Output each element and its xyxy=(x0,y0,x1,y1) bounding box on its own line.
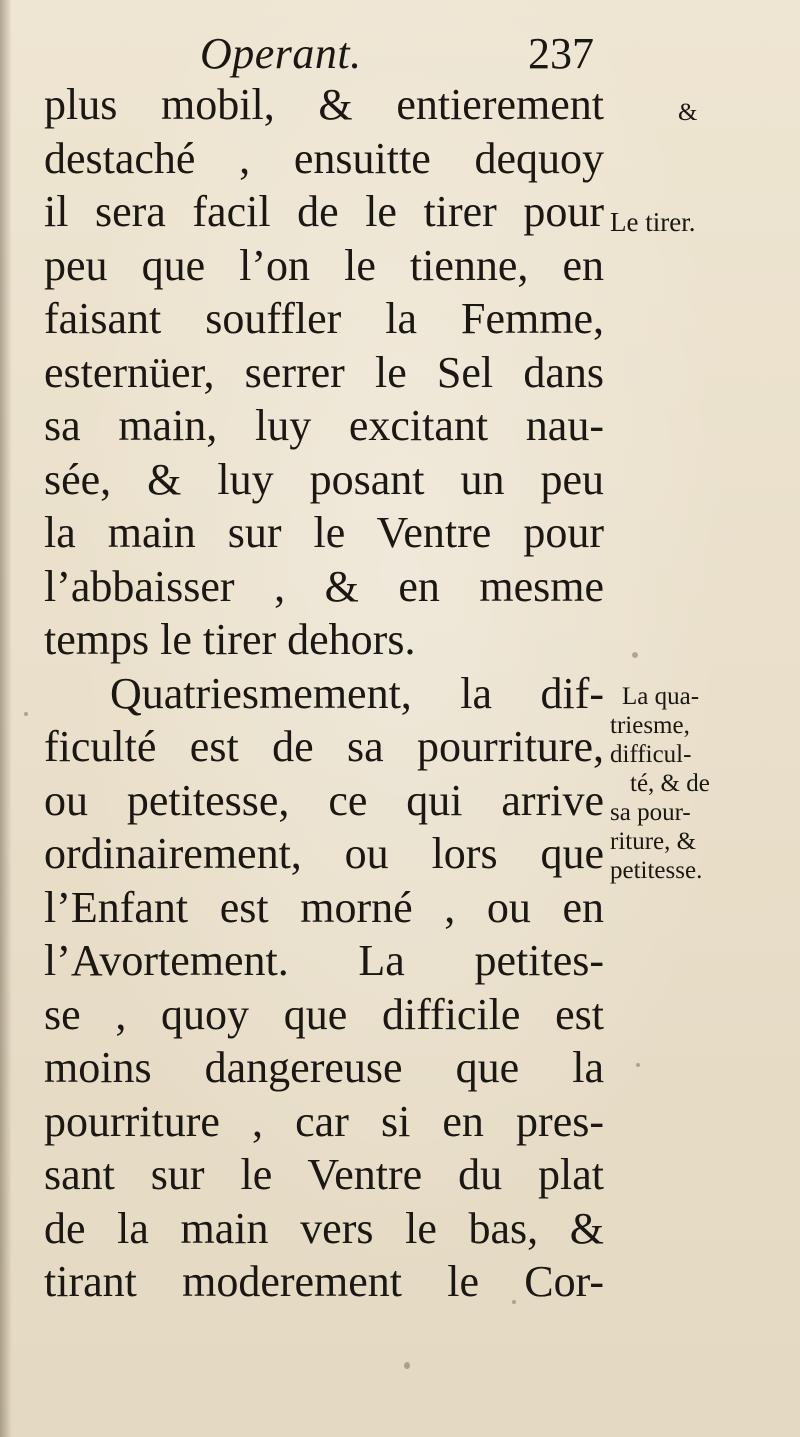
text-line: plus mobil, & entierement xyxy=(44,80,604,129)
paper-speck xyxy=(24,712,28,716)
margin-note-difficulte xyxy=(610,682,710,885)
text-line: l’Enfant est morné , ou en xyxy=(44,882,604,932)
text-line: moins dangereuse que la xyxy=(44,1043,604,1092)
text-line: faisant souffler la Femme, xyxy=(44,294,604,343)
text-line: pourriture , car si en pres- xyxy=(44,1096,604,1146)
text-line: de la main vers le bas, & xyxy=(44,1203,604,1253)
paper-speck xyxy=(512,1300,516,1304)
note-line: difficul- xyxy=(610,741,692,768)
text-line: ou petitesse, ce qui arrive xyxy=(44,775,604,825)
note-line: triesme, xyxy=(610,712,690,739)
paper-speck xyxy=(404,1362,410,1369)
note-line: La qua- xyxy=(622,683,700,710)
text-line: sant sur le Ventre du plat xyxy=(44,1150,604,1199)
text-line: peu que l’on le tienne, en xyxy=(44,240,604,290)
text-line: la main sur le Ventre pour xyxy=(44,508,604,557)
text-line: ordinairement, ou lors que xyxy=(44,829,604,878)
gutter-shadow xyxy=(0,0,12,1437)
text-line: temps le tirer dehors. xyxy=(44,615,416,664)
text-line: sée, & luy posant un peu xyxy=(44,454,604,504)
text-line: esternüer, serrer le Sel dans xyxy=(44,347,604,397)
text-line: se , quoy que difficile est xyxy=(44,989,604,1039)
text-line: ficulté est de sa pourriture, xyxy=(44,722,604,771)
text-line: destaché , ensuitte dequoy xyxy=(44,133,604,183)
paragraph-start-line: Quatriesmement, la dif- xyxy=(110,668,604,718)
note-line: & xyxy=(678,99,698,126)
running-title: Operant. xyxy=(200,29,362,78)
text-line: tirant moderement le Cor- xyxy=(44,1257,604,1306)
running-head xyxy=(0,22,800,82)
text-line: l’abbaisser , & en mesme xyxy=(44,561,604,611)
paper-speck xyxy=(636,1063,640,1067)
margin-note-ampersand xyxy=(678,98,697,127)
margin-note-le-tirer xyxy=(610,208,695,237)
text-line: il sera facil de le tirer pour xyxy=(44,187,604,236)
note-line: té, & de xyxy=(630,770,710,797)
note-line: riture, & xyxy=(610,828,697,855)
text-line: l’Avortement. La petites- xyxy=(44,936,604,985)
text-line: sa main, luy excitant nau- xyxy=(44,401,604,450)
note-line: sa pour- xyxy=(610,799,691,826)
paper-speck xyxy=(632,652,638,658)
note-line: petitesse. xyxy=(610,857,703,884)
body-text xyxy=(44,78,604,1309)
page-number: 237 xyxy=(528,29,594,78)
note-line: Le tirer. xyxy=(610,207,696,237)
